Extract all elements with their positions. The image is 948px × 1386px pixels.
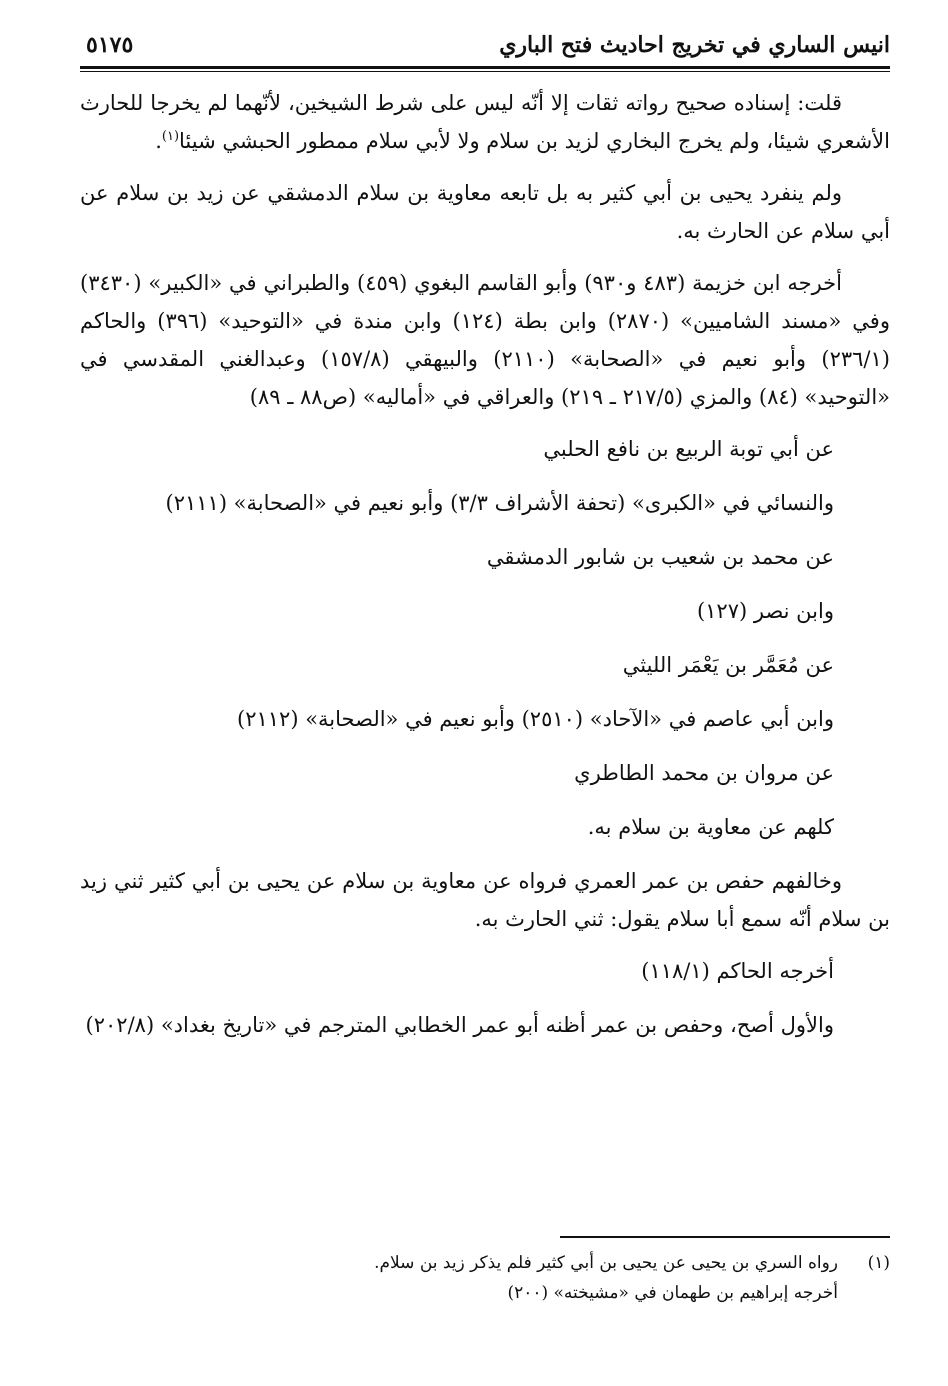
header-rule-thin [80, 71, 890, 72]
paragraph-1-text: قلت: إسناده صحيح رواته ثقات إلا أنّه ليس على شرط الشيخين، لأنّهما لم يخرجا للحارث الأشعري شيئا، ولم يخرج البخاري لزيد بن سلام ولا لأبي سلام ممطور الحبشي شيئا [80, 91, 890, 153]
list-item-last: والأول أصح، وحفص بن عمر أظنه أبو عمر الخطابي المترجم في «تاريخ بغداد» (٢٠٢/٨) [85, 1013, 834, 1037]
list-item: عن محمد بن شعيب بن شابور الدمشقي [486, 545, 834, 569]
footnote-number: (١) [867, 1253, 890, 1273]
footnote-line-2: أخرجه إبراهيم بن طهمان في «مشيخته» (٢٠٠) [507, 1283, 838, 1303]
paragraph-3: أخرجه ابن خزيمة (٤٨٣ و٩٣٠) وأبو القاسم البغوي (٤٥٩) والطبراني في «الكبير» (٣٤٣٠) وفي «مسند الشاميين» (٢٨٧٠) وابن بطة (١٢٤) وابن مندة في «التوحيد» (٣٩٦) والحاكم (٢٣٦/١) وأبو نعيم في «الصحابة» (٢١١٠) والبيهقي (١٥٧/٨) وعبدالغني المقدسي في «التوحيد» (٨٤) والمزي (٢١٧/٥ ـ ٢١٩) والعراقي في «أماليه» (ص٨٨ ـ ٨٩) [80, 271, 890, 409]
footnote-separator [560, 1236, 890, 1238]
header-rule-thick [80, 66, 890, 69]
list-item: عن أبي توبة الربيع بن نافع الحلبي [543, 437, 834, 461]
running-header [80, 28, 890, 68]
footnote-line-1: رواه السري بن يحيى عن يحيى بن أبي كثير فلم يذكر زيد بن سلام. [374, 1253, 838, 1273]
list-item: عن مروان بن محمد الطاطري [574, 761, 834, 785]
paragraph-1 [80, 84, 890, 160]
footnotes [80, 1248, 890, 1308]
list-item-hakim: أخرجه الحاكم (١١٨/١) [641, 959, 834, 983]
footnote-1 [80, 1248, 890, 1278]
paragraph-1-end: . [155, 129, 162, 153]
list-item: وابن أبي عاصم في «الآحاد» (٢٥١٠) وأبو نعيم في «الصحابة» (٢١١٢) [237, 707, 834, 731]
footnote-1-continued [80, 1278, 890, 1308]
list-item: كلهم عن معاوية بن سلام به. [587, 815, 834, 839]
paragraph-4: وخالفهم حفص بن عمر العمري فرواه عن معاوية بن سلام عن يحيى بن أبي كثير ثني زيد بن سلام أنّه سمع أبا سلام يقول: ثني الحارث به. [80, 869, 890, 931]
paragraph-2: ولم ينفرد يحيى بن أبي كثير به بل تابعه معاوية بن سلام الدمشقي عن زيد بن سلام عن أبي سلام عن الحارث به. [80, 181, 890, 243]
book-title: انيس الساري في تخريج احاديث فتح الباري [499, 32, 890, 58]
list-item: وابن نصر (١٢٧) [696, 599, 834, 623]
page-number: ٥١٧٥ [86, 32, 134, 58]
list-item: عن مُعَمَّر بن يَعْمَر الليثي [622, 653, 834, 677]
list-item: والنسائي في «الكبرى» (تحفة الأشراف ٣/٣) وأبو نعيم في «الصحابة» (٢١١١) [165, 491, 834, 515]
main-text [80, 84, 890, 1060]
footnote-ref[interactable]: (١) [161, 129, 180, 144]
